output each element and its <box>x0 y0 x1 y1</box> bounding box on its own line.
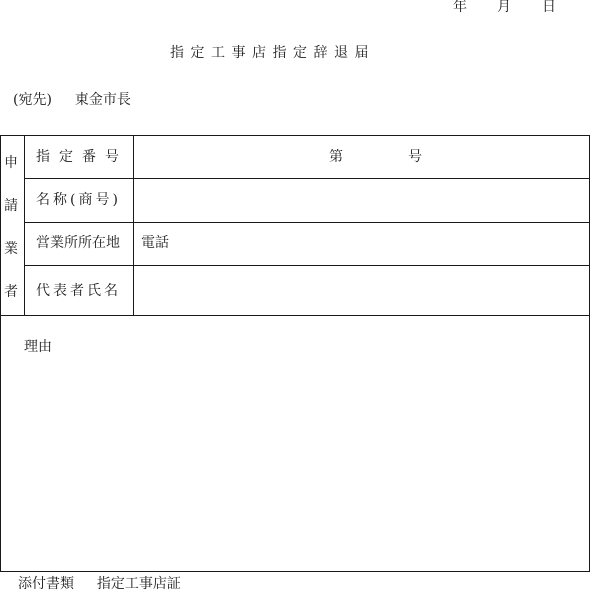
row-label-office-address: 営業所所在地 <box>36 235 120 251</box>
addressee-prefix: (宛先) <box>13 92 52 108</box>
row-divider <box>24 265 590 266</box>
applicant-char: 業 <box>4 241 18 257</box>
month-label: 月 <box>497 0 511 15</box>
license-number-prefix: 第 <box>329 149 343 165</box>
row-label-license-number: 指定番号 <box>36 149 128 165</box>
license-number-suffix: 号 <box>408 149 422 165</box>
reason-label: 理由 <box>24 339 52 355</box>
attachment-value: 指定工事店証 <box>96 576 181 592</box>
applicant-char: 者 <box>4 284 18 300</box>
addressee <box>13 91 131 109</box>
applicant-column-divider <box>24 135 25 316</box>
year-label: 年 <box>453 0 467 15</box>
document-title: 指定工事店指定辞退届 <box>170 45 375 61</box>
row-divider <box>24 222 590 223</box>
day-label: 日 <box>542 0 556 15</box>
addressee-name: 東金市長 <box>74 92 131 108</box>
applicant-char: 申 <box>4 155 18 171</box>
section-divider <box>0 315 590 316</box>
attachment-label: 添付書類 <box>18 576 74 592</box>
row-label-representative-name: 代表者氏名 <box>36 283 121 299</box>
row-divider <box>24 178 590 179</box>
attachment-line <box>18 576 181 592</box>
label-column-divider <box>133 135 134 316</box>
phone-label: 電話 <box>141 235 169 251</box>
row-label-business-name: 名称(商号) <box>36 192 121 208</box>
applicant-vertical-label <box>0 135 24 315</box>
applicant-char: 請 <box>4 198 18 214</box>
